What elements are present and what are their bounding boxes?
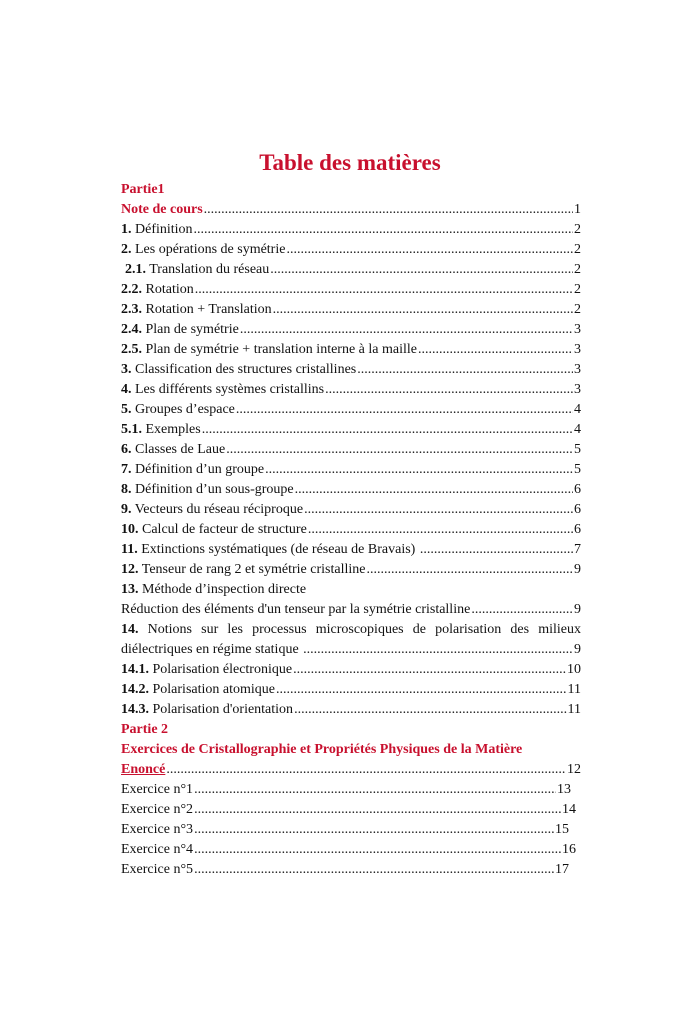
dot-leader	[270, 260, 573, 280]
toc-entry-page: 3	[574, 362, 581, 377]
toc-entry-number: 6.	[121, 442, 132, 457]
toc-entry-14-line1[interactable]	[121, 620, 581, 640]
toc-entry-number: 5.1.	[121, 422, 142, 437]
toc-entry-number: 14.2.	[121, 682, 149, 697]
toc-entry-label: Exercice n°4	[121, 842, 194, 857]
toc-entry-page: 14	[562, 802, 576, 817]
toc-entry-label: Exercice n°1	[121, 782, 194, 797]
dot-leader	[295, 480, 573, 500]
toc-entry-label: Exercice n°2	[121, 802, 194, 817]
toc-entry-page: 2	[574, 262, 581, 277]
toc-entry-number: 8.	[121, 482, 132, 497]
toc-entry-enonce[interactable]	[121, 760, 581, 780]
toc-entry-number: 14.1.	[121, 662, 149, 677]
toc-entry-label: Vecteurs du réseau réciproque	[131, 502, 304, 517]
toc-entry-label: Tenseur de rang 2 et symétrie cristalline	[138, 562, 366, 577]
toc-entry-note-de-cours[interactable]	[121, 200, 581, 220]
toc-entry[interactable]	[121, 660, 581, 680]
toc-entry-page: 6	[574, 482, 581, 497]
toc-entry-label: Calcul de facteur de structure	[138, 522, 307, 537]
dot-leader	[194, 220, 573, 240]
dot-leader	[194, 800, 561, 820]
toc-entry-page: 9	[574, 562, 581, 577]
dot-leader	[325, 380, 573, 400]
dot-leader	[286, 240, 573, 260]
toc-entry-page: 2	[574, 282, 581, 297]
toc-entry-page: 12	[567, 762, 581, 777]
toc-entry[interactable]	[121, 680, 581, 700]
toc-entry-exercise[interactable]	[121, 860, 569, 880]
toc-entry-label: Exercice n°5	[121, 862, 194, 877]
toc-entry-page: 9	[574, 602, 581, 617]
dot-leader	[194, 860, 554, 880]
toc-entry-number: 1.	[121, 222, 132, 237]
toc-entry-page: 9	[574, 642, 581, 657]
toc-entry-number: 10.	[121, 522, 139, 537]
toc-entry-number: 3.	[121, 362, 132, 377]
toc-entry-13-detail[interactable]	[121, 600, 581, 620]
toc-entry-label: Rotation + Translation	[142, 302, 272, 317]
toc-entry-label: Méthode d’inspection directe	[138, 582, 307, 597]
toc-entry-label: Exercice n°3	[121, 822, 194, 837]
toc-entry-page: 10	[567, 662, 581, 677]
dot-leader	[420, 540, 573, 560]
toc-entry[interactable]	[121, 540, 581, 560]
toc-entry-label: Réduction des éléments d'un tenseur par la symétrie cristalline	[121, 602, 471, 617]
toc-entry-page: 2	[574, 302, 581, 317]
dot-leader	[304, 500, 573, 520]
toc-entry-page: 5	[574, 442, 581, 457]
dot-leader	[226, 440, 573, 460]
toc-entry[interactable]	[121, 240, 581, 260]
toc-entry-label: Plan de symétrie	[142, 322, 239, 337]
dot-leader	[366, 560, 573, 580]
dot-leader	[194, 840, 561, 860]
toc-entry-page: 5	[574, 462, 581, 477]
toc-entry[interactable]	[121, 320, 581, 340]
toc-entry[interactable]	[121, 560, 581, 580]
toc-entry-number: 13.	[121, 582, 139, 597]
dot-leader	[273, 300, 573, 320]
dot-leader	[308, 520, 573, 540]
toc-entry[interactable]	[121, 220, 581, 240]
toc-entry[interactable]	[121, 280, 581, 300]
dot-leader	[166, 760, 566, 780]
toc-entry-page: 2	[574, 222, 581, 237]
toc-entry-page: 2	[574, 242, 581, 257]
toc-entry[interactable]	[121, 260, 581, 280]
toc-entry-label: Les différents systèmes cristallins	[131, 382, 325, 397]
toc-entry[interactable]	[121, 520, 581, 540]
toc-entry[interactable]	[121, 340, 581, 360]
dot-leader	[276, 680, 567, 700]
toc-entry[interactable]	[121, 480, 581, 500]
toc-entry-number: 12.	[121, 562, 139, 577]
toc-entry-label: Note de cours	[121, 202, 203, 217]
toc-entry-number: 2.4.	[121, 322, 142, 337]
toc-entry-label: Enoncé	[121, 762, 166, 777]
dot-leader	[195, 280, 573, 300]
toc-entry-number: 14.	[121, 622, 139, 637]
toc-entry[interactable]	[121, 300, 581, 320]
part2-heading: Partie 2	[121, 722, 169, 737]
toc-entry-number: 9.	[121, 502, 132, 517]
dot-leader	[204, 200, 573, 220]
toc-entry-number: 2.2.	[121, 282, 142, 297]
toc-entry-page: 16	[562, 842, 576, 857]
dot-leader	[236, 400, 573, 420]
toc-entry-number: 5.	[121, 402, 132, 417]
toc-entry-exercise[interactable]	[121, 820, 569, 840]
toc-entry-label: Extinctions systématiques (de réseau de Bravais)	[137, 542, 419, 557]
toc-entry-exercise[interactable]	[121, 800, 576, 820]
toc-entry-page: 6	[574, 522, 581, 537]
dot-leader	[194, 780, 556, 800]
toc-entry-page: 3	[574, 382, 581, 397]
toc-entry-page: 7	[574, 542, 581, 557]
toc-entry-exercise[interactable]	[121, 840, 576, 860]
dot-leader	[471, 600, 573, 620]
dot-leader	[240, 320, 573, 340]
dot-leader	[418, 340, 573, 360]
toc-entry-label: Polarisation atomique	[149, 682, 275, 697]
toc-entry-page: 17	[555, 862, 569, 877]
toc-entry-label: Polarisation électronique	[149, 662, 293, 677]
dot-leader	[265, 460, 573, 480]
toc-entry-number: 2.3.	[121, 302, 142, 317]
dot-leader	[194, 820, 554, 840]
toc-entry-label: Classification des structures cristallines	[131, 362, 357, 377]
dot-leader	[202, 420, 573, 440]
toc-entry[interactable]	[121, 460, 581, 480]
toc-entry-number: 11.	[121, 542, 138, 557]
toc-entry-number: 2.1.	[125, 262, 146, 277]
toc-entry-14-line2[interactable]	[121, 640, 581, 660]
toc-entry[interactable]	[121, 500, 581, 520]
toc-entry-number: 2.5.	[121, 342, 142, 357]
toc-entry-13-title[interactable]	[121, 580, 581, 600]
toc-entry-page: 4	[574, 402, 581, 417]
dot-leader	[357, 360, 573, 380]
toc-entry-label: Définition d’un groupe	[131, 462, 265, 477]
toc-entry[interactable]	[121, 440, 581, 460]
toc-entry-page: 1	[574, 202, 581, 217]
toc-entry-label: Plan de symétrie + translation interne à la maille	[142, 342, 417, 357]
toc-entry[interactable]	[121, 360, 581, 380]
toc-entry-label: Les opérations de symétrie	[131, 242, 286, 257]
toc-entry-label: Définition d’un sous-groupe	[131, 482, 294, 497]
toc-entry-page: 13	[557, 782, 571, 797]
toc-entry-label: Polarisation d'orientation	[149, 702, 294, 717]
toc-entry-page: 3	[574, 322, 581, 337]
part1-entries	[121, 220, 581, 580]
toc-entry-page: 15	[555, 822, 569, 837]
part1-heading: Partie1	[121, 182, 165, 197]
toc-entry[interactable]	[121, 380, 581, 400]
dot-leader	[303, 640, 573, 660]
toc-entry-label: Groupes d’espace	[131, 402, 235, 417]
toc-entry-number: 14.3.	[121, 702, 149, 717]
toc-entry-exercise[interactable]	[121, 780, 571, 800]
dot-leader	[294, 700, 566, 720]
toc-entry-label: Définition	[131, 222, 193, 237]
toc-entry[interactable]	[121, 700, 581, 720]
toc-entry-label: diélectriques en régime statique	[121, 642, 303, 657]
table-of-contents	[121, 180, 581, 880]
toc-entry-page: 3	[574, 342, 581, 357]
toc-entry-number: 4.	[121, 382, 132, 397]
toc-entry-page: 11	[567, 682, 581, 697]
toc-entry[interactable]	[121, 420, 581, 440]
toc-entry[interactable]	[121, 400, 581, 420]
toc-entry-number: 7.	[121, 462, 132, 477]
toc-entry-number: 2.	[121, 242, 132, 257]
toc-entry-label: Rotation	[142, 282, 194, 297]
toc-entry-label: Classes de Laue	[131, 442, 226, 457]
page-title: Table des matières	[259, 150, 441, 175]
toc-entry-page: 4	[574, 422, 581, 437]
dot-leader	[293, 660, 566, 680]
toc-entry-label: Notions sur les processus microscopiques de polarisation des milieux	[138, 622, 581, 637]
toc-entry-label: Exemples	[142, 422, 201, 437]
toc-entry-label: Translation du réseau	[146, 262, 270, 277]
toc-entry-page: 11	[567, 702, 581, 717]
part2-subtitle: Exercices de Cristallographie et Propriétés Physiques de la Matière	[121, 742, 523, 757]
toc-entry-page: 6	[574, 502, 581, 517]
